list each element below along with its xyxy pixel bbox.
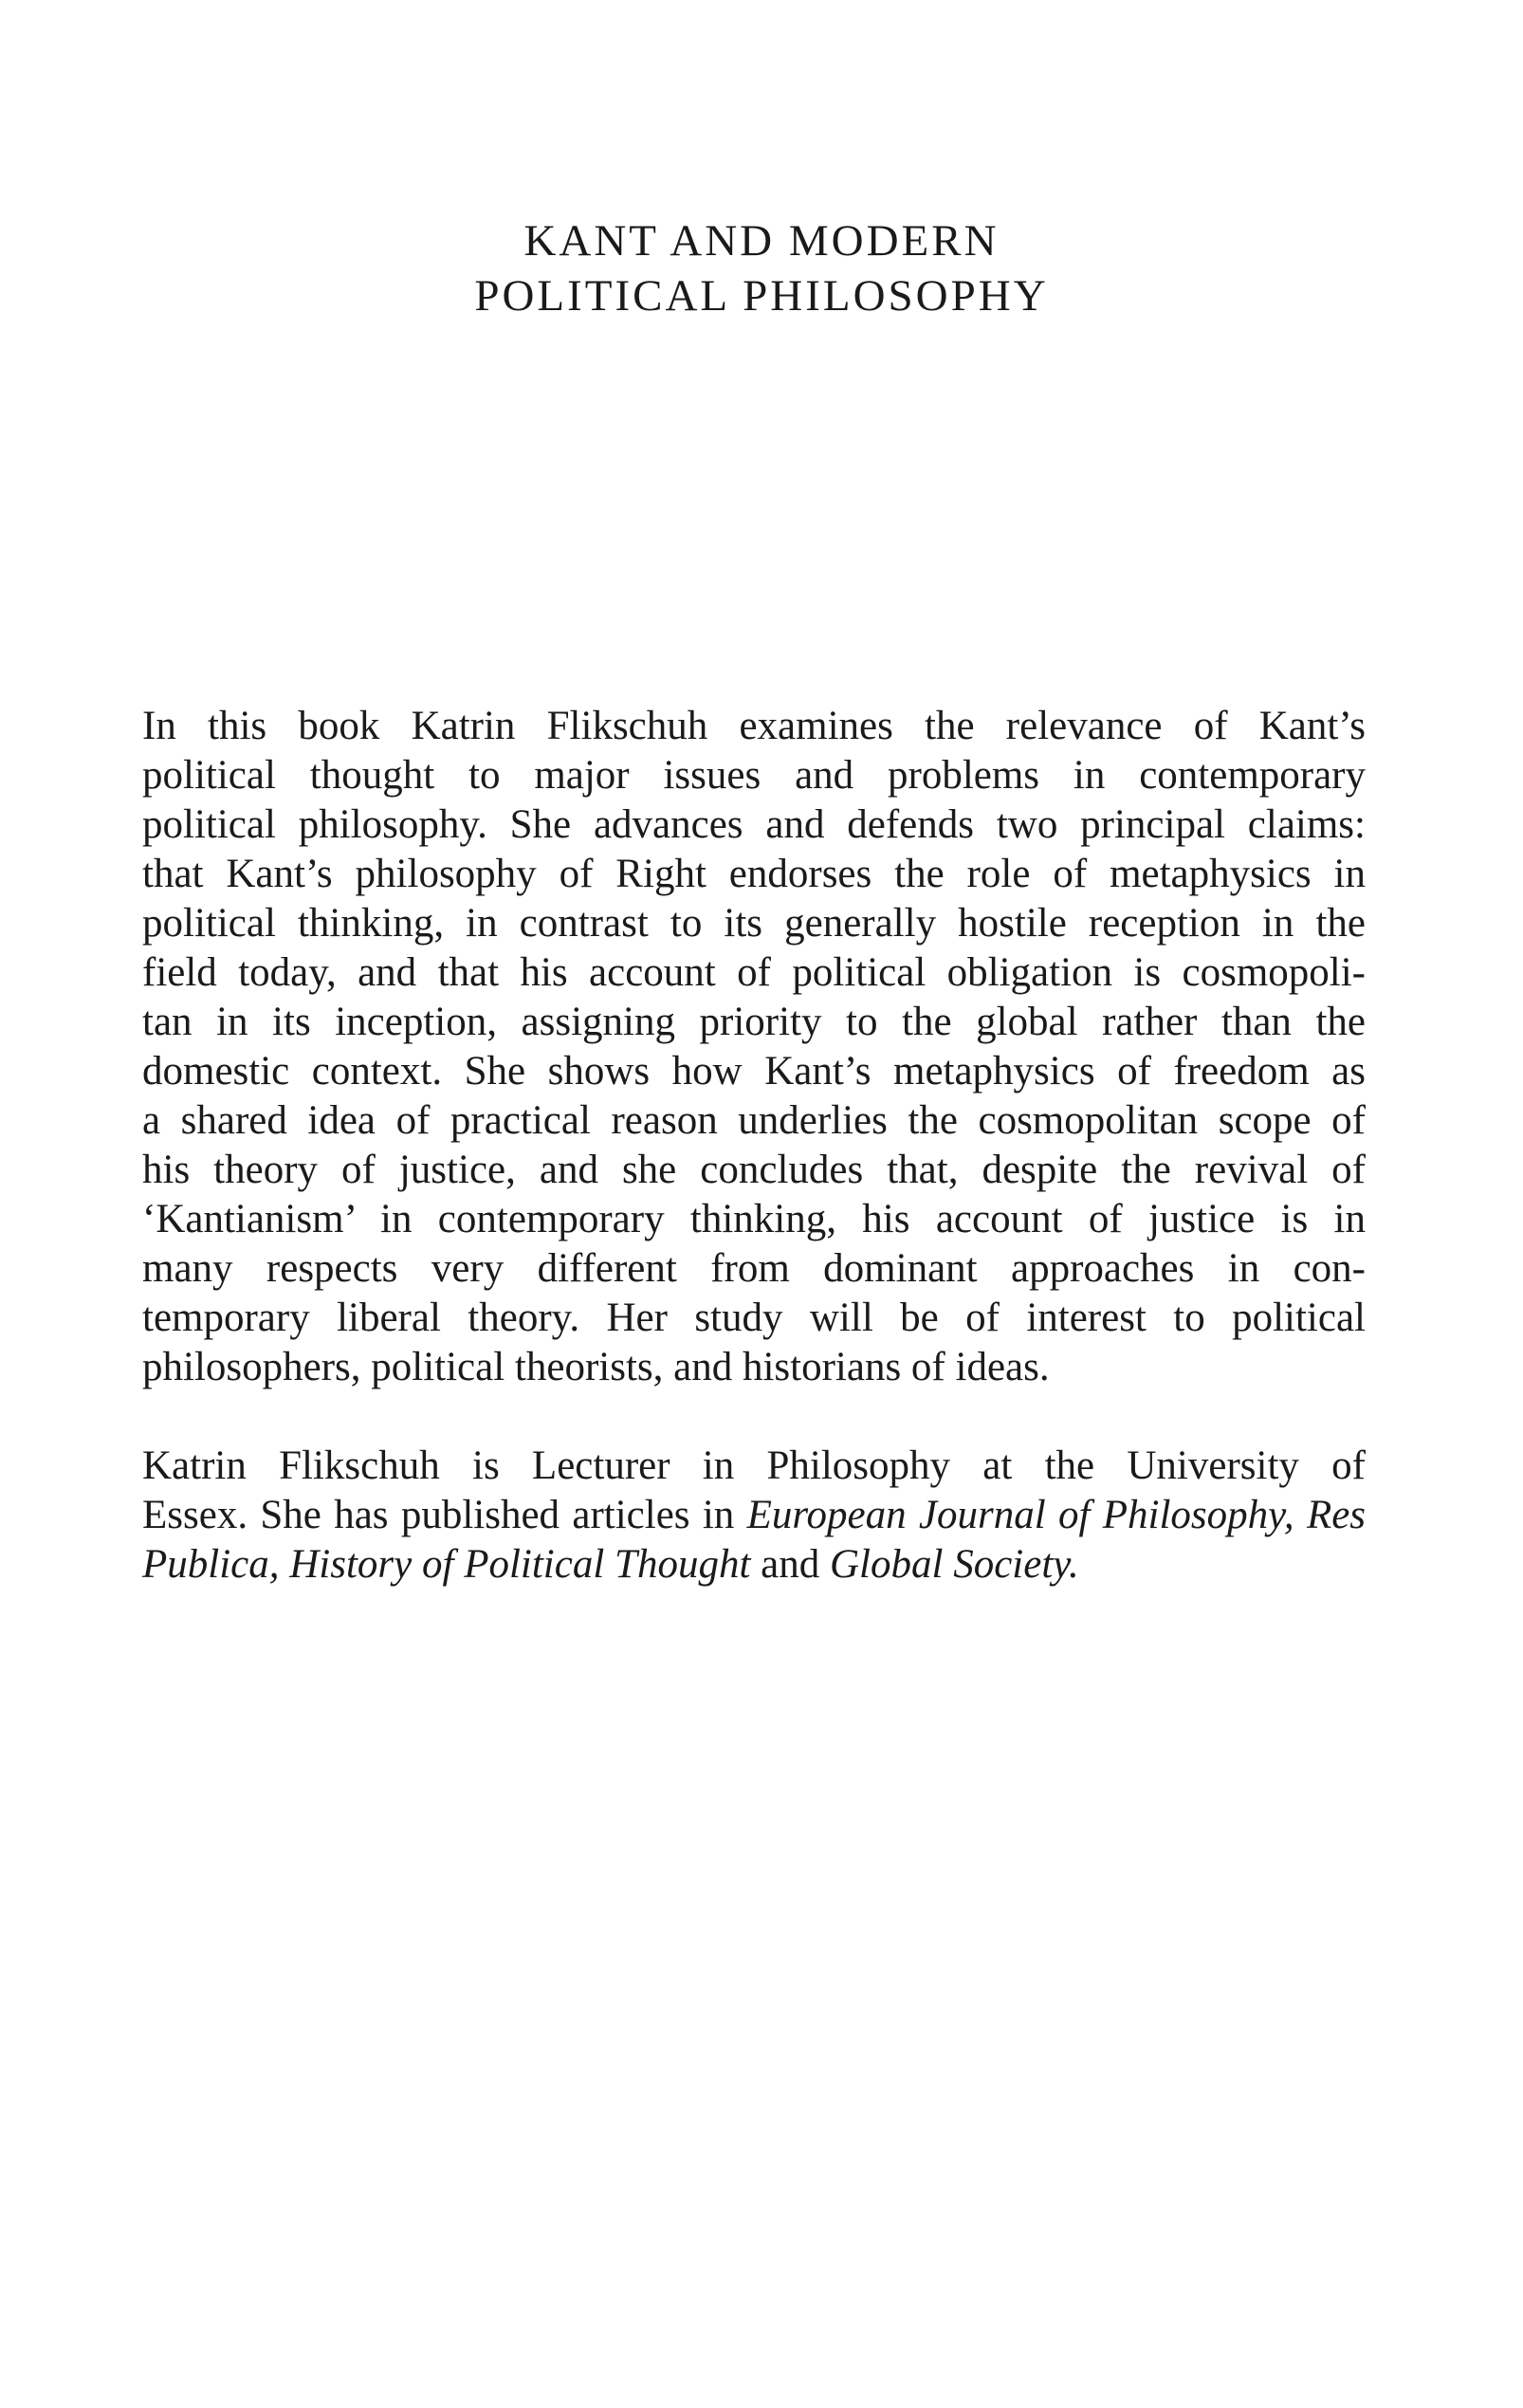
description-line: political thinking, in contrast to its generally hostile reception in the: [142, 901, 1366, 946]
description-line: many respects very different from dominant approaches in con-: [142, 1246, 1366, 1291]
description-line: field today, and that his account of political obligation is cosmopoli-: [142, 950, 1366, 995]
description-line: temporary liberal theory. Her study will be of interest to political: [142, 1296, 1366, 1340]
description-line: his theory of justice, and she concludes that, despite the revival of: [142, 1148, 1366, 1192]
bio-and: and: [750, 1542, 830, 1587]
journal-res-publica-part-1: Res: [1306, 1493, 1367, 1537]
description-line: philosophers, political theorists, and historians of ideas.: [142, 1345, 1050, 1389]
description-line: political thought to major issues and problems in contemporary: [142, 753, 1366, 798]
description-line: a shared idea of practical reason underlies the cosmopolitan scope of: [142, 1098, 1366, 1143]
description-line: political philosophy. She advances and defends two principal claims:: [142, 802, 1366, 847]
description-line: domestic context. She shows how Kant’s metaphysics of freedom as: [142, 1049, 1366, 1094]
bio-line-3: [142, 1540, 1366, 1590]
book-description: [142, 702, 1366, 1392]
author-bio: [142, 1442, 1366, 1590]
journal-global-society: Global Society.: [830, 1542, 1079, 1587]
bio-space: [280, 1542, 290, 1587]
bio-line-2: [142, 1491, 1366, 1540]
description-line: ‘Kantianism’ in contemporary thinking, his account of justice is in: [142, 1197, 1366, 1241]
bio-space: [1294, 1493, 1307, 1537]
description-line: that Kant’s philosophy of Right endorses the role of metaphysics in: [142, 852, 1366, 896]
journal-res-publica-part-2: Publica,: [142, 1542, 280, 1587]
book-title: [0, 213, 1523, 323]
journal-history-of-political-thought: History of Political Thought: [289, 1542, 751, 1587]
paragraph-spacer: [142, 1392, 1366, 1442]
bio-line-1: Katrin Flikschuh is Lecturer in Philosophy at the University of: [142, 1443, 1366, 1488]
description-line: In this book Katrin Flikschuh examines the relevance of Kant’s: [142, 704, 1366, 748]
title-line-1: KANT AND MODERN: [523, 216, 1000, 266]
page-body: [142, 702, 1366, 1590]
title-line-2: POLITICAL PHILOSOPHY: [474, 271, 1049, 321]
bio-text: Essex. She has published articles in: [142, 1493, 747, 1537]
description-line: tan in its inception, assigning priority to the global rather than the: [142, 1000, 1366, 1044]
journal-european-journal-of-philosophy: European Journal of Philosophy,: [746, 1493, 1294, 1537]
